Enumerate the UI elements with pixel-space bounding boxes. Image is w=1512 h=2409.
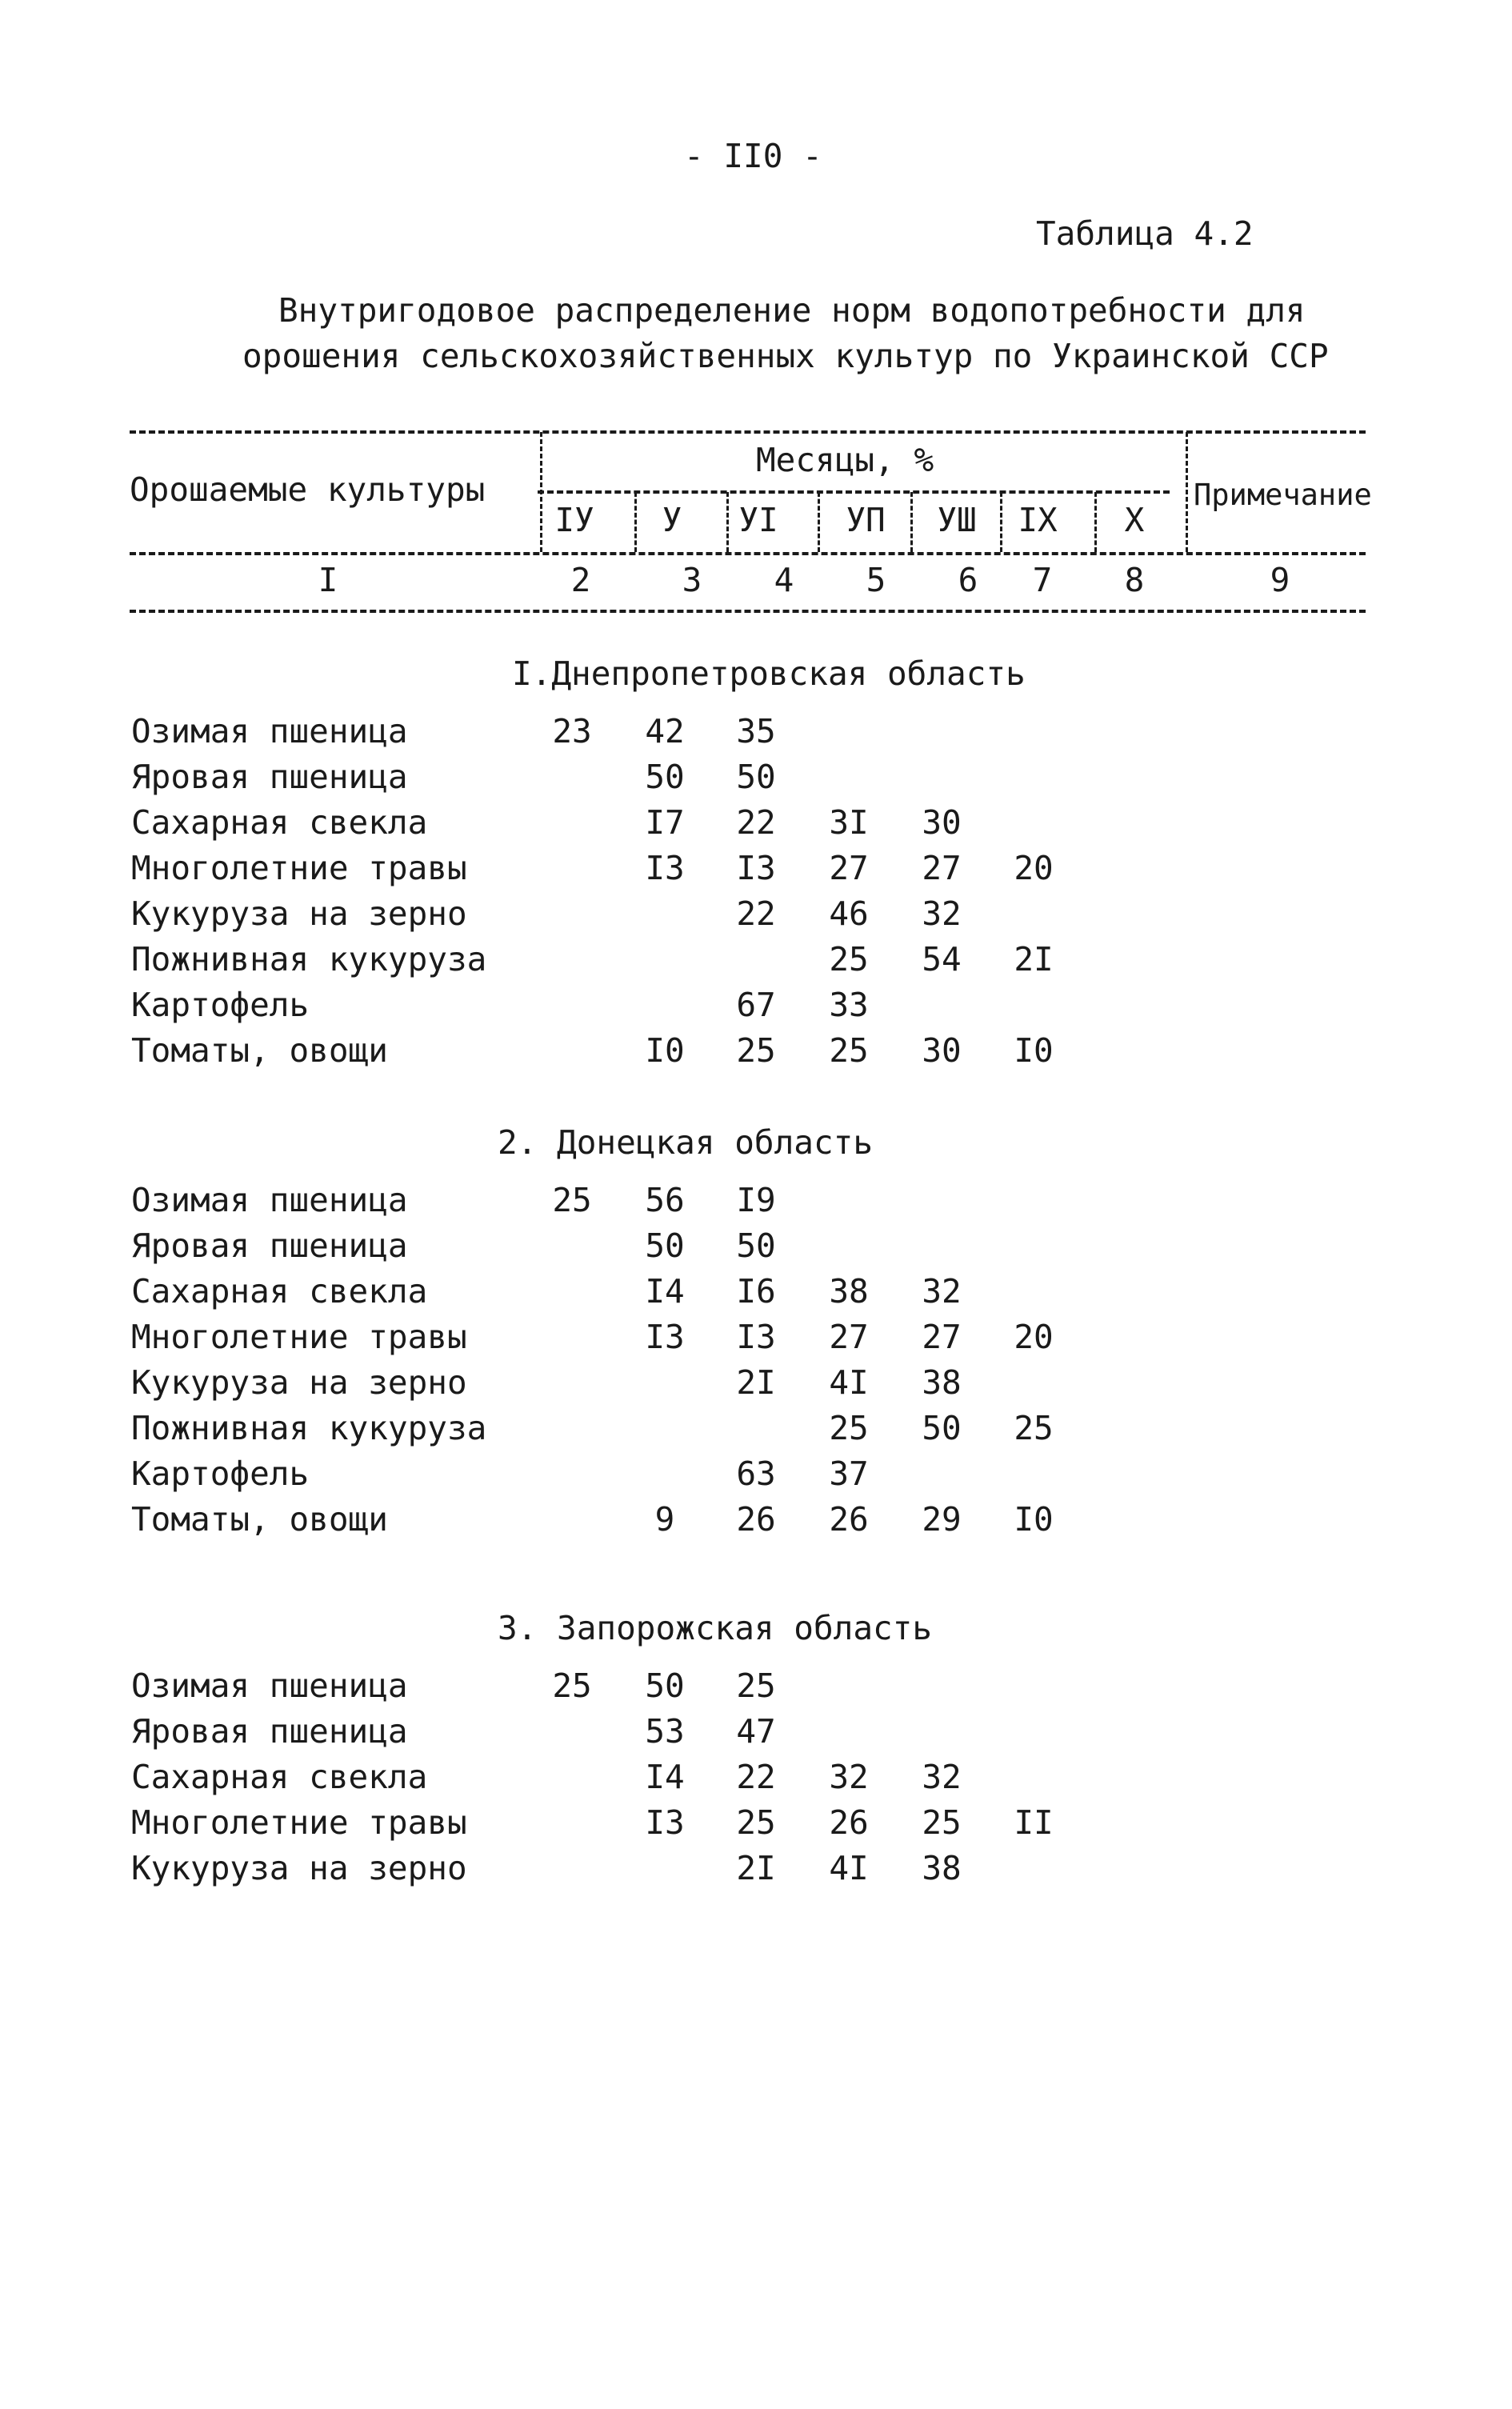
crop-label: Картофель xyxy=(131,986,310,1024)
header-month: УI xyxy=(738,501,778,539)
table-label: Таблица 4.2 xyxy=(1036,214,1254,253)
table-cell: 32 xyxy=(922,894,962,933)
table-cell: 30 xyxy=(922,1031,962,1070)
crop-label: Кукуруза на зерно xyxy=(131,1849,467,1887)
table-cell: 32 xyxy=(922,1758,962,1796)
table-cell: 56 xyxy=(645,1181,685,1219)
table-cell: 26 xyxy=(829,1500,869,1539)
table-cell: I0 xyxy=(1014,1500,1054,1539)
section-title: I.Днепропетровская область xyxy=(512,654,1026,693)
table-cell: I3 xyxy=(736,1318,776,1356)
crop-label: Сахарная свекла xyxy=(131,803,428,842)
header-rule-mid xyxy=(130,552,1366,555)
table-cell: 53 xyxy=(645,1712,685,1751)
table-cell: 35 xyxy=(736,712,776,750)
table-cell: 38 xyxy=(829,1272,869,1311)
crop-label: Пожнивная кукуруза xyxy=(131,940,487,978)
table-cell: 25 xyxy=(829,1409,869,1447)
header-col-number: 8 xyxy=(1124,561,1145,599)
table-cell: 20 xyxy=(1014,1318,1054,1356)
crop-label: Кукуруза на зерно xyxy=(131,1363,467,1402)
header-col-number: 7 xyxy=(1032,561,1053,599)
table-cell: 27 xyxy=(829,1318,869,1356)
table-cell: I3 xyxy=(736,849,776,887)
table-cell: 2I xyxy=(1014,940,1054,978)
table-cell: 46 xyxy=(829,894,869,933)
table-cell: 37 xyxy=(829,1455,869,1493)
header-crops: Орошаемые культуры xyxy=(130,470,486,509)
header-col-number: 2 xyxy=(570,561,591,599)
crop-label: Озимая пшеница xyxy=(131,1181,408,1219)
table-cell: 50 xyxy=(645,1667,685,1705)
section-title: 3. Запорожская область xyxy=(498,1609,933,1647)
table-cell: 9 xyxy=(654,1500,675,1539)
header-col-number: 4 xyxy=(774,561,794,599)
table-cell: 50 xyxy=(736,758,776,796)
header-col-number: 6 xyxy=(958,561,978,599)
month-separator xyxy=(1000,492,1002,552)
crop-label: Томаты, овощи xyxy=(131,1500,388,1539)
crop-label: Томаты, овощи xyxy=(131,1031,388,1070)
header-col-number: 9 xyxy=(1270,561,1290,599)
table-cell: 25 xyxy=(736,1803,776,1842)
table-cell: 3I xyxy=(829,803,869,842)
table-cell: 67 xyxy=(736,986,776,1024)
table-cell: 25 xyxy=(829,1031,869,1070)
table-cell: 50 xyxy=(922,1409,962,1447)
table-cell: 2I xyxy=(736,1849,776,1887)
crop-label: Многолетние травы xyxy=(131,849,467,887)
crop-label: Картофель xyxy=(131,1455,310,1493)
table-cell: 29 xyxy=(922,1500,962,1539)
table-title-line1: Внутригодовое распределение норм водопотребности для xyxy=(278,291,1306,330)
table-cell: 27 xyxy=(922,1318,962,1356)
table-cell: I0 xyxy=(645,1031,685,1070)
table-cell: 25 xyxy=(736,1031,776,1070)
table-cell: I3 xyxy=(645,1803,685,1842)
table-cell: 47 xyxy=(736,1712,776,1751)
table-cell: I3 xyxy=(645,1318,685,1356)
table-cell: 22 xyxy=(736,803,776,842)
table-cell: 63 xyxy=(736,1455,776,1493)
table-cell: 50 xyxy=(645,758,685,796)
header-month: IХ xyxy=(1018,501,1058,539)
table-cell: 27 xyxy=(922,849,962,887)
header-col-number: 3 xyxy=(682,561,702,599)
crop-label: Озимая пшеница xyxy=(131,1667,408,1705)
table-cell: 25 xyxy=(1014,1409,1054,1447)
page-number: - II0 - xyxy=(684,137,822,175)
month-separator xyxy=(910,492,913,552)
crop-label: Сахарная свекла xyxy=(131,1272,428,1311)
crop-label: Яровая пшеница xyxy=(131,758,408,796)
table-cell: I4 xyxy=(645,1758,685,1796)
table-cell: I7 xyxy=(645,803,685,842)
month-separator xyxy=(1094,492,1097,552)
table-cell: 2I xyxy=(736,1363,776,1402)
table-cell: I9 xyxy=(736,1181,776,1219)
table-cell: 25 xyxy=(552,1181,592,1219)
header-months-group: Месяцы, % xyxy=(756,441,934,479)
table-cell: 25 xyxy=(552,1667,592,1705)
header-separator-note xyxy=(1186,432,1188,552)
crop-label: Пожнивная кукуруза xyxy=(131,1409,487,1447)
header-month: IУ xyxy=(554,501,594,539)
table-cell: 26 xyxy=(829,1803,869,1842)
crop-label: Многолетние травы xyxy=(131,1803,467,1842)
table-cell: 32 xyxy=(829,1758,869,1796)
header-col-number: I xyxy=(318,561,338,599)
table-cell: 23 xyxy=(552,712,592,750)
table-cell: 33 xyxy=(829,986,869,1024)
table-cell: 50 xyxy=(645,1227,685,1265)
table-cell: 25 xyxy=(829,940,869,978)
table-cell: I6 xyxy=(736,1272,776,1311)
table-cell: 26 xyxy=(736,1500,776,1539)
header-month: У xyxy=(662,501,682,539)
crop-label: Яровая пшеница xyxy=(131,1227,408,1265)
crop-label: Яровая пшеница xyxy=(131,1712,408,1751)
table-cell: 20 xyxy=(1014,849,1054,887)
table-cell: I3 xyxy=(645,849,685,887)
table-cell: II xyxy=(1014,1803,1054,1842)
table-cell: 27 xyxy=(829,849,869,887)
month-separator xyxy=(818,492,820,552)
table-cell: 38 xyxy=(922,1849,962,1887)
table-cell: I0 xyxy=(1014,1031,1054,1070)
table-title-line2: орошения сельскохозяйственных культур по Украинской ССР xyxy=(242,337,1329,375)
section-title: 2. Донецкая область xyxy=(498,1123,873,1162)
header-month: УП xyxy=(846,501,886,539)
crop-label: Многолетние травы xyxy=(131,1318,467,1356)
header-note: Примечание xyxy=(1194,478,1372,512)
table-cell: 30 xyxy=(922,803,962,842)
header-month: УШ xyxy=(937,501,977,539)
crop-label: Сахарная свекла xyxy=(131,1758,428,1796)
table-cell: 32 xyxy=(922,1272,962,1311)
table-cell: 4I xyxy=(829,1363,869,1402)
table-cell: 42 xyxy=(645,712,685,750)
header-rule-top xyxy=(130,430,1366,434)
table-cell: 25 xyxy=(922,1803,962,1842)
table-cell: 4I xyxy=(829,1849,869,1887)
table-cell: 22 xyxy=(736,1758,776,1796)
header-rule-months xyxy=(538,490,1170,494)
table-cell: 22 xyxy=(736,894,776,933)
header-month: Х xyxy=(1124,501,1145,539)
crop-label: Озимая пшеница xyxy=(131,712,408,750)
table-cell: 38 xyxy=(922,1363,962,1402)
crop-label: Кукуруза на зерно xyxy=(131,894,467,933)
table-cell: 50 xyxy=(736,1227,776,1265)
header-rule-bottom xyxy=(130,610,1366,613)
table-cell: I4 xyxy=(645,1272,685,1311)
table-cell: 54 xyxy=(922,940,962,978)
table-cell: 25 xyxy=(736,1667,776,1705)
header-col-number: 5 xyxy=(866,561,886,599)
month-separator xyxy=(634,492,637,552)
